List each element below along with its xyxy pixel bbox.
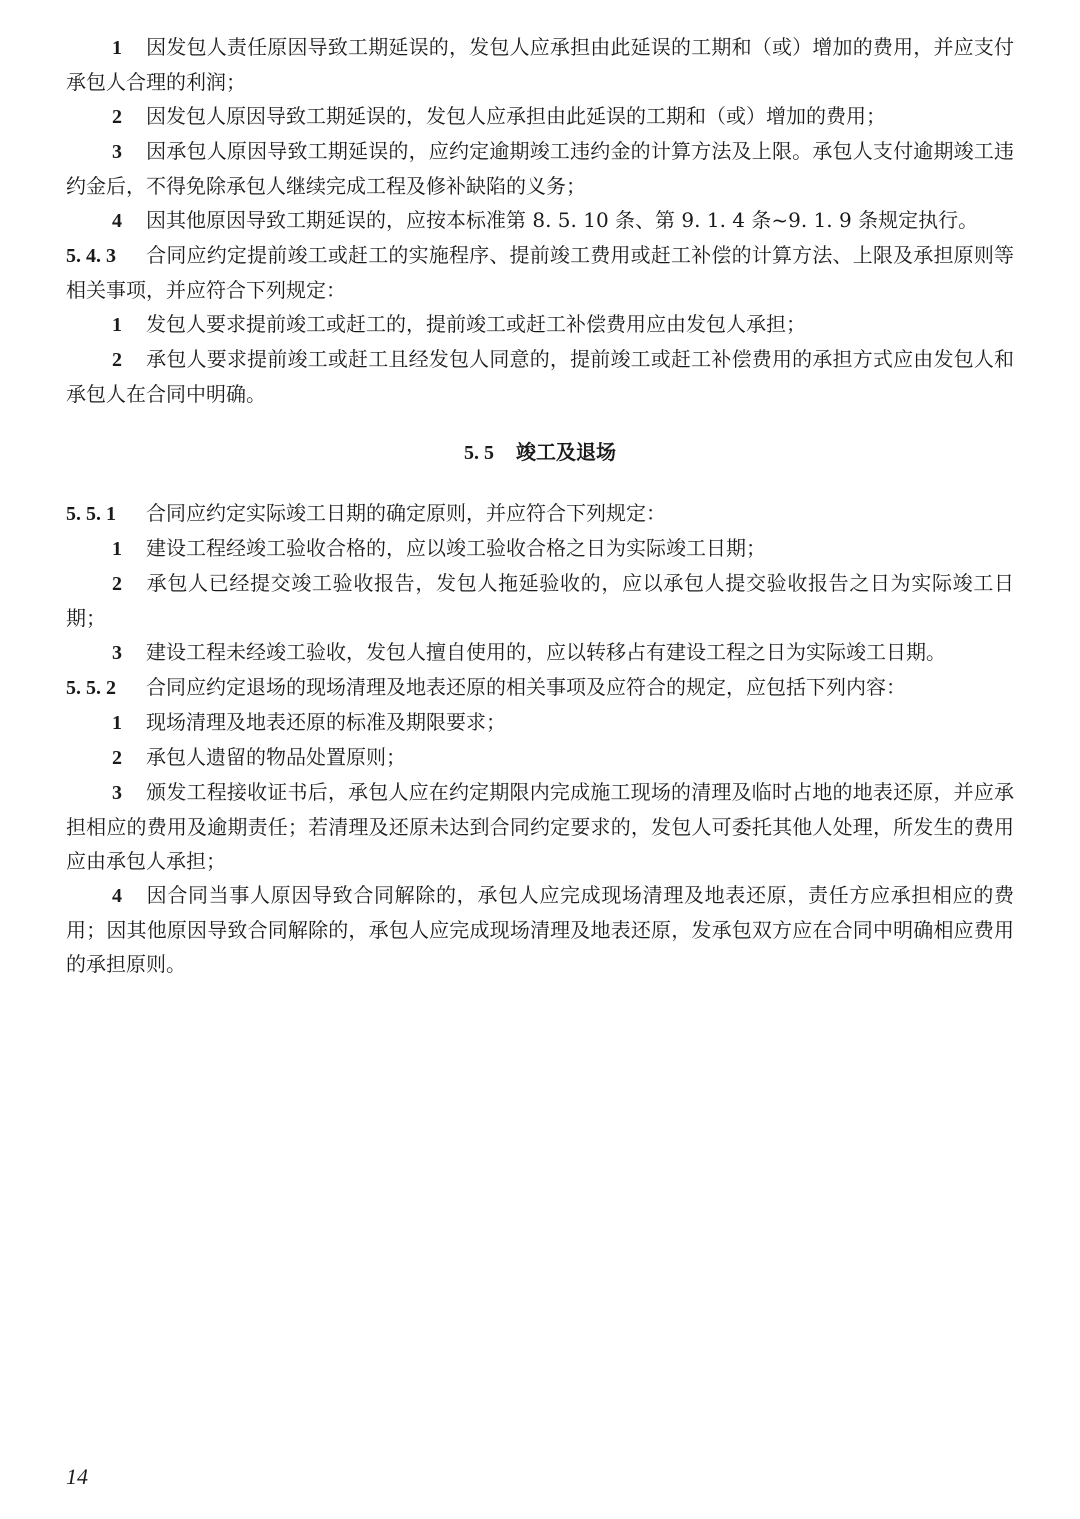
item-number: 2: [112, 106, 122, 128]
list-item: [66, 635, 1014, 670]
item-number: 2: [112, 349, 122, 371]
list-item: [66, 705, 1014, 740]
list-item: [66, 203, 1014, 238]
document-body: [66, 30, 1014, 981]
list-item: [66, 566, 1014, 635]
item-number: 3: [112, 141, 122, 163]
item-number: 1: [112, 37, 122, 59]
item-number: 2: [112, 747, 122, 769]
item-text: 现场清理及地表还原的标准及期限要求；: [146, 710, 506, 734]
item-text: 发包人要求提前竣工或赶工的，提前竣工或赶工补偿费用应由发包人承担；: [146, 312, 806, 336]
item-text: 承包人要求提前竣工或赶工且经发包人同意的，提前竣工或赶工补偿费用的承担方式应由发包人和承包人在合同中明确。: [66, 347, 1014, 406]
item-number: 4: [112, 885, 122, 907]
item-text: 因合同当事人原因导致合同解除的，承包人应完成现场清理及地表还原，责任方应承担相应的费用；因其他原因导致合同解除的，承包人应完成现场清理及地表还原，发承包双方应在合同中明确相应费用的承担原则。: [66, 883, 1014, 976]
item-text: 建设工程经竣工验收合格的，应以竣工验收合格之日为实际竣工日期；: [146, 536, 766, 560]
list-item: [66, 775, 1014, 878]
item-number: 1: [112, 538, 122, 560]
section-number: 5. 5: [464, 442, 494, 464]
item-text: 因发包人原因导致工期延误的，发包人应承担由此延误的工期和（或）增加的费用；: [146, 104, 886, 128]
item-number: 2: [112, 573, 122, 595]
clause-number: 5. 4. 3: [66, 245, 116, 267]
clause-text: 合同应约定实际竣工日期的确定原则，并应符合下列规定：: [146, 501, 666, 525]
page-number: 14: [66, 1464, 88, 1489]
clause-text: 合同应约定退场的现场清理及地表还原的相关事项及应符合的规定，应包括下列内容：: [146, 675, 906, 699]
list-item: [66, 531, 1014, 566]
item-text: 承包人遗留的物品处置原则；: [146, 745, 406, 769]
clause-5-5-1: [66, 496, 1014, 531]
list-item: [66, 342, 1014, 411]
clause-text: 合同应约定提前竣工或赶工的实施程序、提前竣工费用或赶工补偿的计算方法、上限及承担原则等相关事项，并应符合下列规定：: [66, 243, 1014, 302]
item-number: 4: [112, 210, 122, 232]
item-number: 3: [112, 642, 122, 664]
clause-number: 5. 5. 1: [66, 503, 116, 525]
item-text: 因发包人责任原因导致工期延误的，发包人应承担由此延误的工期和（或）增加的费用，并应支付承包人合理的利润；: [66, 35, 1014, 94]
clause-5-5-2: [66, 670, 1014, 705]
clause-number: 5. 5. 2: [66, 677, 116, 699]
item-text: 因其他原因导致工期延误的，应按本标准第 8. 5. 10 条、第 9. 1. 4 条~9. 1. 9 条规定执行。: [146, 208, 979, 232]
item-text: 颁发工程接收证书后，承包人应在约定期限内完成施工现场的清理及临时占地的地表还原，并应承担相应的费用及逾期责任；若清理及还原未达到合同约定要求的，发包人可委托其他人处理，所发生的费用应由承包人承担；: [66, 780, 1014, 873]
item-text: 因承包人原因导致工期延误的，应约定逾期竣工违约金的计算方法及上限。承包人支付逾期竣工违约金后，不得免除承包人继续完成工程及修补缺陷的义务；: [66, 139, 1014, 198]
item-number: 3: [112, 782, 122, 804]
list-item: [66, 307, 1014, 342]
item-text: 承包人已经提交竣工验收报告，发包人拖延验收的，应以承包人提交验收报告之日为实际竣工日期；: [66, 571, 1014, 630]
list-item: [66, 878, 1014, 981]
item-text: 建设工程未经竣工验收，发包人擅自使用的，应以转移占有建设工程之日为实际竣工日期。: [146, 640, 946, 664]
list-item: [66, 740, 1014, 775]
item-number: 1: [112, 314, 122, 336]
list-item: [66, 99, 1014, 134]
item-number: 1: [112, 712, 122, 734]
list-item: [66, 30, 1014, 99]
list-item: [66, 134, 1014, 203]
clause-5-4-3: [66, 238, 1014, 307]
section-heading: [66, 435, 1014, 470]
section-title-text: 竣工及退场: [516, 440, 616, 464]
